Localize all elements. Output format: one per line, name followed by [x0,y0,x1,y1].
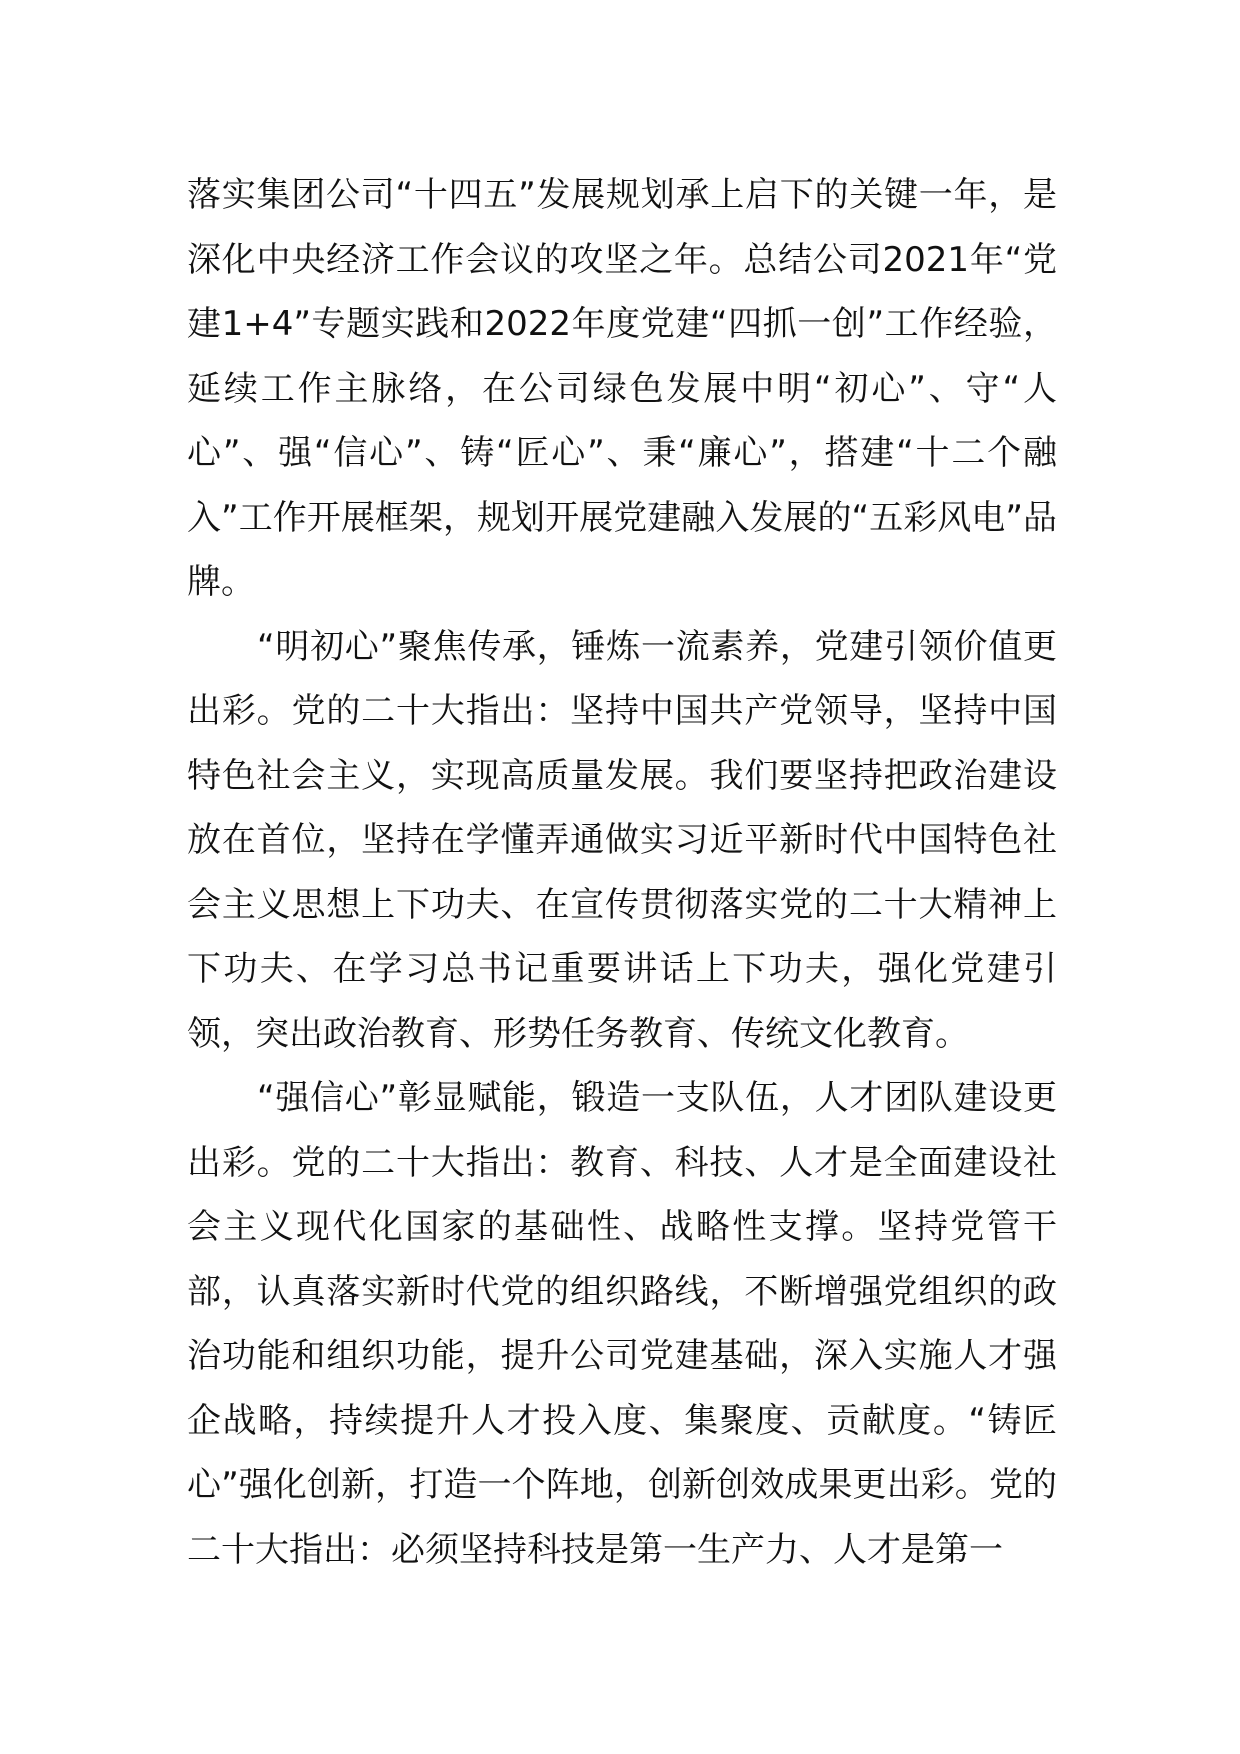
paragraph-1: 落实集团公司“十四五”发展规划承上启下的关键一年，是深化中央经济工作会议的攻坚之年。总结公司2021年“党建1+4”专题实践和2022年度党建“四抓一创”工作经验，延续工作主脉络，在公司绿色发展中明“初心”、守“人心”、强“信心”、铸“匠心”、秉“廉心”，搭建“十二个融入”工作开展框架，规划开展党建融入发展的“五彩风电”品牌。 [187,175,1057,602]
body-text [187,163,1057,1582]
paragraph-3: “强信心”彰显赋能，锻造一支队伍，人才团队建设更出彩。党的二十大指出：教育、科技、人才是全面建设社会主义现代化国家的基础性、战略性支撑。坚持党管干部，认真落实新时代党的组织路线，不断增强党组织的政治功能和组织功能，提升公司党建基础，深入实施人才强企战略，持续提升人才投入度、集聚度、贡献度。“铸匠心”强化创新，打造一个阵地，创新创效成果更出彩。党的二十大指出：必须坚持科技是第一生产力、人才是第一 [187,1078,1057,1570]
paragraph-2: “明初心”聚焦传承，锤炼一流素养，党建引领价值更出彩。党的二十大指出：坚持中国共产党领导，坚持中国特色社会主义，实现高质量发展。我们要坚持把政治建设放在首位，坚持在学懂弄通做实习近平新时代中国特色社会主义思想上下功夫、在宣传贯彻落实党的二十大精神上下功夫、在学习总书记重要讲话上下功夫，强化党建引领，突出政治教育、形势任务教育、传统文化教育。 [187,626,1057,1054]
